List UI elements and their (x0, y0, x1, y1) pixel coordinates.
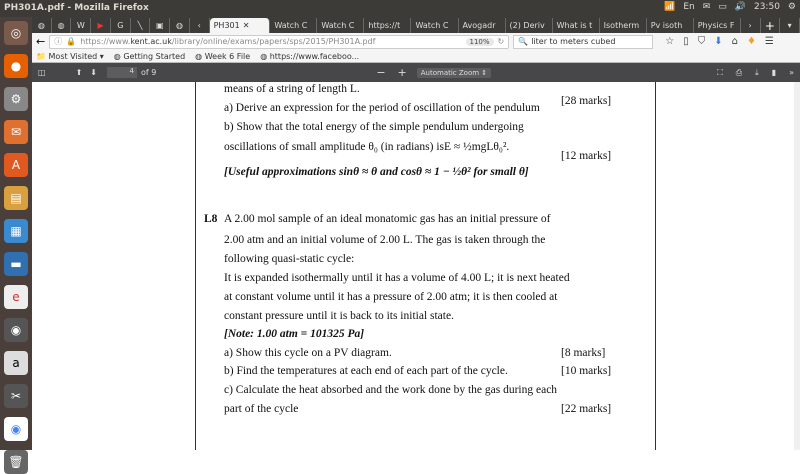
text-line: b) Find the temperatures at each end of each part of the cycle. (224, 365, 508, 377)
bookmark-most-visited[interactable]: 📁 Most Visited ▾ (36, 51, 104, 61)
menu-icon[interactable]: ☰ (764, 36, 774, 47)
tab-scroll-left[interactable]: ‹ (190, 18, 210, 33)
settings-icon[interactable]: ⚙ (4, 87, 28, 111)
zoom-out-button[interactable]: − (376, 66, 386, 79)
battery-icon[interactable]: ▭ (718, 2, 727, 12)
search-icon: 🔍 (518, 37, 529, 46)
text-line: a) Show this cycle on a PV diagram. (224, 347, 392, 359)
software-center-icon[interactable]: A (4, 153, 28, 177)
search-input[interactable] (513, 35, 653, 49)
downloads-icon[interactable]: ⬇ (714, 36, 723, 47)
zoom-select[interactable]: Automatic Zoom ⇕ (417, 68, 491, 78)
presentation-icon[interactable]: ▬ (4, 252, 28, 276)
tab[interactable] (506, 18, 553, 33)
bookmark-icon[interactable]: ▮ (771, 67, 777, 77)
text-line: b) Show that the total energy of the simple pendulum undergoing (224, 121, 524, 133)
tab[interactable] (411, 18, 458, 33)
pdf-page (195, 82, 656, 450)
tab-scroll-right[interactable]: › (741, 18, 761, 33)
tab[interactable] (600, 18, 647, 33)
tab-pinned[interactable]: ╲ (131, 18, 151, 33)
url-bar[interactable] (49, 35, 509, 49)
volume-icon[interactable]: 🔊 (734, 2, 746, 12)
disk-icon[interactable]: ◉ (4, 318, 28, 342)
tab-pinned[interactable]: ▶ (91, 18, 111, 33)
text-line: oscillations of small amplitude θ₀ (in radians) isE ≈ ½mgLθ₀². (224, 141, 510, 153)
tools-menu-icon[interactable]: » (789, 67, 794, 77)
marks: [28 marks] (561, 95, 612, 107)
tab-label: (2) Deriv (509, 21, 545, 30)
chrome-icon[interactable]: ◉ (4, 417, 28, 441)
launcher (0, 17, 32, 469)
zoom-in-button[interactable]: + (397, 66, 407, 79)
tab-pinned[interactable]: ◍ (52, 18, 72, 33)
keyboard-language[interactable]: En (683, 2, 695, 12)
tab[interactable] (647, 18, 694, 33)
tab-list-button[interactable]: ▾ (780, 18, 800, 33)
marks: [22 marks] (561, 403, 612, 415)
pocket-icon[interactable]: ⛉ (697, 36, 706, 47)
amazon-icon[interactable]: a (4, 351, 28, 375)
text-line: [Note: 1.00 atm = 101325 Pa] (224, 328, 365, 340)
tab-label: What is t (556, 21, 593, 30)
ubuntu-icon[interactable]: ◎ (4, 21, 28, 45)
workspaces-icon[interactable]: ▦ (4, 219, 28, 243)
tab[interactable] (317, 18, 364, 33)
tab[interactable] (270, 18, 317, 33)
gear-icon[interactable]: ⚙ (787, 2, 796, 12)
text-line: A 2.00 mol sample of an ideal monatomic gas has an initial pressure of (224, 213, 551, 225)
question-number: L8 (204, 213, 218, 225)
text-line: [Useful approximations sinθ ≈ θ and cosθ ≈ 1 − ½θ² for small θ] (224, 166, 529, 178)
reload-icon[interactable]: ↻ (497, 37, 505, 46)
firefox-icon[interactable]: ● (4, 54, 28, 78)
tab-strip (32, 17, 800, 33)
files-icon[interactable]: ▤ (4, 186, 28, 210)
tab-label: Pv isoth (650, 21, 683, 30)
download-icon[interactable]: ⤓ (755, 67, 759, 77)
sidebar-toggle-icon[interactable]: ◫ (38, 68, 46, 77)
navigation-bar (32, 33, 800, 50)
extension-icon[interactable]: ♦ (746, 36, 756, 47)
tab-label: Avogadr (462, 21, 496, 30)
system-tray (664, 2, 796, 12)
text-line: following quasi-static cycle: (224, 253, 355, 265)
bookmarks-toolbar (32, 50, 800, 63)
tab-active[interactable] (210, 18, 271, 33)
tab-label: https://t (368, 21, 401, 30)
text-line: part of the cycle (224, 403, 299, 415)
tab[interactable] (553, 18, 600, 33)
prev-page-icon[interactable]: ⬆ (75, 68, 83, 77)
page-number-input[interactable]: 4 (107, 67, 137, 78)
trash-icon[interactable]: 🗑 (4, 450, 28, 474)
bookmark-week6[interactable]: ◍ Week 6 File (195, 51, 251, 61)
info-icon[interactable]: ⓘ (54, 37, 63, 46)
tab[interactable] (364, 18, 411, 33)
wifi-icon[interactable]: 📶 (664, 2, 676, 12)
print-icon[interactable]: ⎙ (735, 67, 743, 77)
tab-pinned[interactable]: ◍ (170, 18, 190, 33)
tab-pinned[interactable]: ▣ (150, 18, 170, 33)
text-line: at constant volume until it has a pressure of 2.00 atm; it is then cooled at (224, 291, 558, 303)
page-count: of 9 (140, 68, 157, 77)
bookmark-facebook[interactable]: ◍ https://www.faceboo... (260, 51, 360, 61)
tab-label: Watch C (415, 21, 449, 30)
scrollbar[interactable] (794, 82, 800, 450)
clipboard-icon[interactable]: ▯ (683, 36, 689, 47)
marks: [8 marks] (561, 347, 606, 359)
tab-label: Watch C (274, 21, 308, 30)
tab-label: PH301 (213, 21, 240, 30)
title-text: PH301A.pdf - Mozilla Firefox (4, 3, 149, 13)
document-icon[interactable]: e (4, 285, 28, 309)
tools-icon[interactable]: ✂ (4, 384, 28, 408)
mail-icon[interactable]: ✉ (702, 2, 711, 12)
next-page-icon[interactable]: ⬇ (90, 68, 97, 77)
bookmark-star-icon[interactable]: ☆ (665, 36, 675, 47)
tab-pinned[interactable]: G (111, 18, 131, 33)
pdf-toolbar (32, 63, 800, 82)
tab-label: Physics F (697, 21, 735, 30)
close-icon[interactable]: ✕ (242, 21, 250, 30)
marks: [10 marks] (561, 365, 612, 377)
back-button[interactable]: ← (36, 35, 46, 48)
text-line: constant pressure until it is back to its initial state. (224, 310, 454, 322)
mail-app-icon[interactable]: ✉ (4, 120, 28, 144)
presentation-mode-icon[interactable]: ⛶ (717, 67, 723, 77)
search-text: liter to meters cubed (531, 37, 616, 46)
text-line: 2.00 atm and an initial volume of 2.00 L. The gas is taken through the (224, 234, 546, 246)
tab-label: Watch C (321, 21, 355, 30)
tab[interactable] (459, 18, 506, 33)
home-icon[interactable]: ⌂ (731, 36, 738, 47)
clock[interactable]: 23:50 (753, 2, 780, 12)
url-text: https://www.kent.ac.uk/library/online/exams/papers/sps/2015/PH301A.pdf (80, 37, 376, 46)
tab[interactable] (694, 18, 741, 33)
zoom-indicator[interactable]: 110% (466, 38, 494, 46)
new-tab-button[interactable]: + (761, 18, 781, 33)
text-line: means of a string of length L. (224, 83, 360, 95)
text-line: a) Derive an expression for the period of oscillation of the pendulum (224, 102, 540, 114)
tab-label: Isotherm (603, 21, 640, 30)
text-line: It is expanded isothermally until it has a volume of 4.00 L; it is next heated (224, 272, 570, 284)
window-title (0, 0, 800, 17)
lock-icon: 🔒 (66, 37, 77, 46)
text-line: c) Calculate the heat absorbed and the work done by the gas during each (224, 384, 558, 396)
bookmark-getting-started[interactable]: ◍ Getting Started (113, 51, 186, 61)
tab-pinned[interactable]: W (71, 18, 91, 33)
marks: [12 marks] (561, 150, 612, 162)
tab-pinned[interactable]: ◍ (32, 18, 52, 33)
